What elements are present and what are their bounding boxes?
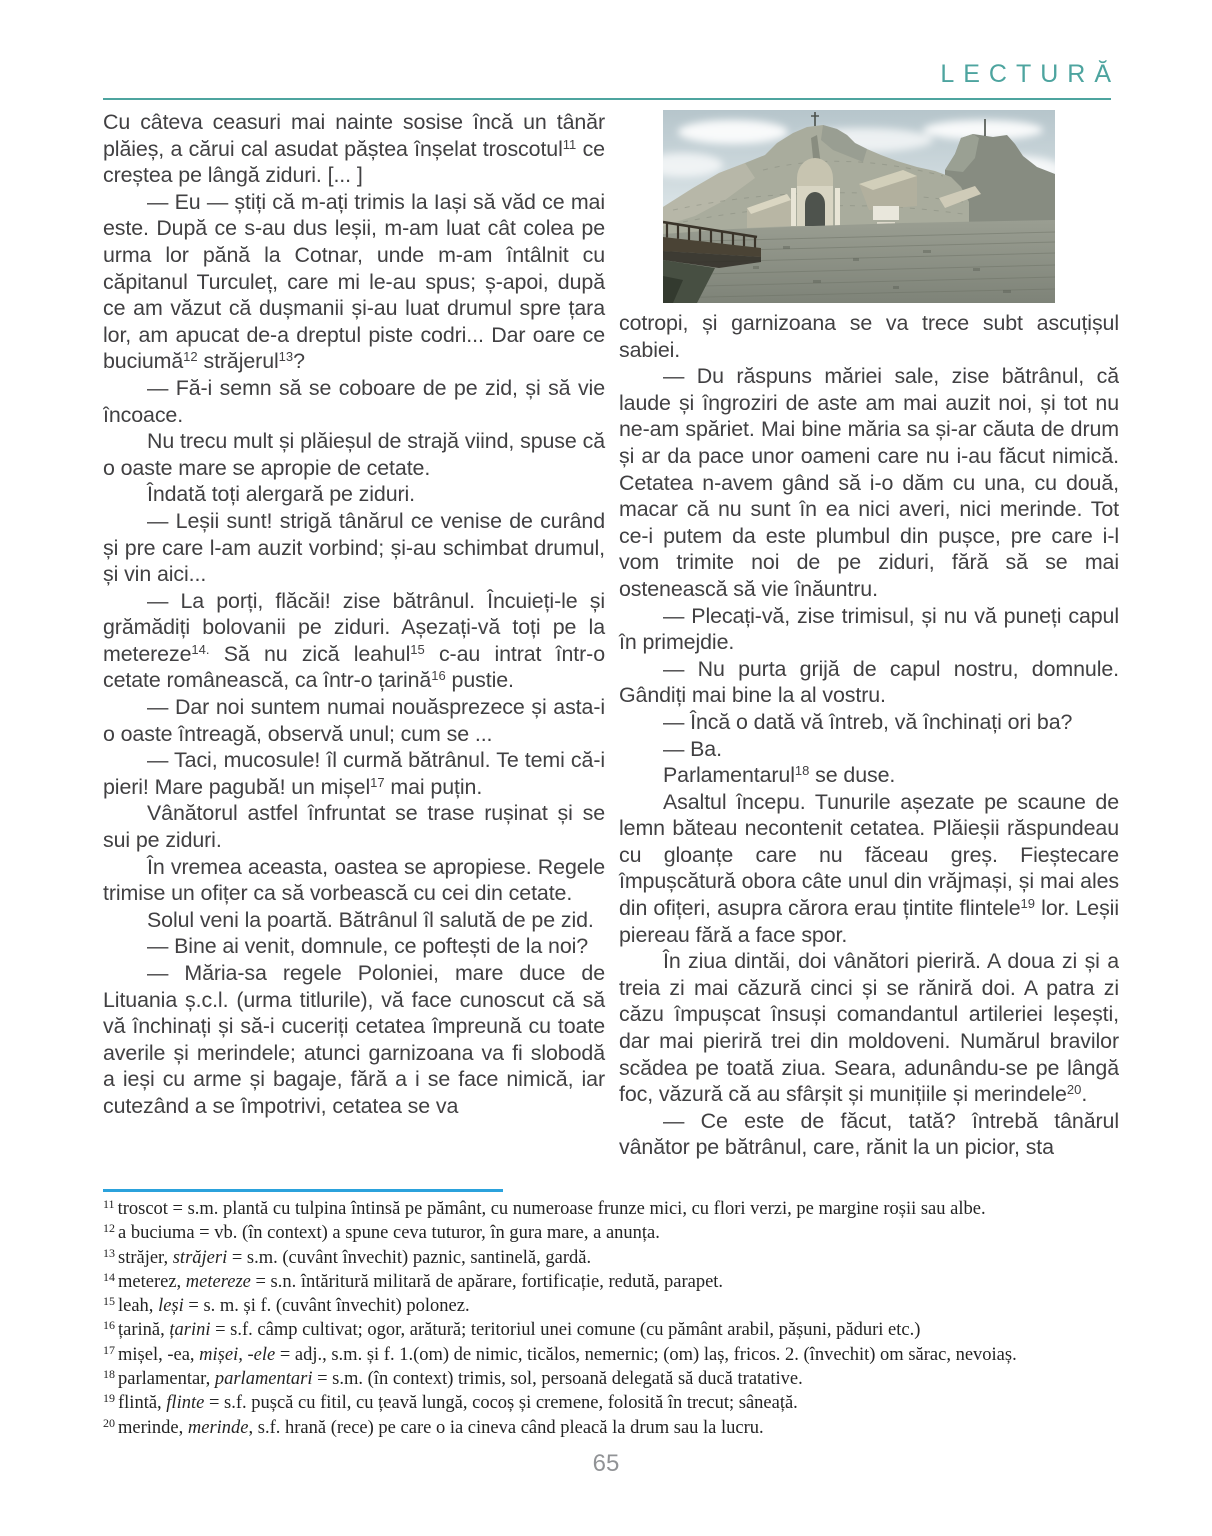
paragraph: — Fă-i semn să se coboare de pe zid, și să vie încoace. (103, 375, 605, 427)
paragraph: — Dar noi suntem numai nouăsprezece și asta-i o oaste întreagă, observă unul; cum se ... (103, 695, 605, 746)
section-label: LECTURĂ (940, 60, 1120, 88)
fortress-photo-illustration (663, 110, 1055, 303)
header-rule (103, 98, 1111, 100)
right-text-column (619, 109, 1119, 1188)
footnote: $^{11}$ troscot = s.m. plantă cu tulpina întinsă pe pământ, cu numeroase frunze mici, cu flori verzi, pe margine roșii sau albe. (103, 1197, 986, 1219)
footnote: $^{13}$ străjer, străjeri = s.m. (cuvânt învechit) paznic, santinelă, gardă. (103, 1245, 592, 1268)
footnote: $^{17}$ mișel, -ea, mișei, -ele = adj., s.m. și f. 1.(om) de nimic, ticălos, nemernic; (om) laș, fricos. 2. (învechit) om sărac, nevoiaș. (103, 1342, 1017, 1365)
paragraph: — Du răspuns măriei sale, zise bătrânul, că laude și îngroziri de aste am mai auzit noi, și tot nu ne-am spăriet. Mai bine măria sa și-ar căuta de drum și ar da pace unor oameni care nu i-au făcut nimică. Cetatea n-avem gând să i-o dăm cu una, cu două, macar că nu sunt în ea nici averi, nici merinde. Tot ce-i putem da este plumbul din pușce, pre care i-l vom trimite noi de pe ziduri, fără să se mai ostenească să vie înăuntru. (619, 364, 1119, 601)
paragraph: Parlamentarul$^{18}$ se duse. (663, 763, 896, 788)
paragraph: — Plecați-vă, zise trimisul, și nu vă puneți capul în primejdie. (619, 603, 1119, 655)
paragraph: Vânătorul astfel înfruntat se trase rușinat și se sui pe ziduri. (103, 801, 605, 853)
reading-content (103, 109, 1119, 1188)
paragraph: — Bine ai venit, domnule, ce poftești de la noi? (147, 934, 589, 959)
paragraph: Nu trecu mult și plăieșul de strajă viind, spuse că o oaste mare se apropie de cetate. (103, 429, 605, 480)
footnote: $^{16}$ țarină, țarini = s.f. câmp cultivat; ogor, arătură; teritoriul unei comune (cu pământ arabil, pășuni, păduri etc.) (103, 1318, 921, 1341)
page-number: 65 (592, 1450, 620, 1477)
paragraph: — Încă o dată vă întreb, vă închinați ori ba? (663, 709, 1073, 734)
footnote: $^{20}$ merinde, merinde, s.f. hrană (rece) pe care o ia cineva când pleacă la drum sau la lucru. (103, 1415, 764, 1438)
footnote: $^{18}$ parlamentar, parlamentari = s.m. (în context) trimis, sol, persoană delegată să ducă tratative. (103, 1367, 803, 1390)
paragraph: — Ce este de făcut, tată? întrebă tânărul vânător pe bătrânul, care, rănit la un picior, sta (619, 1108, 1119, 1160)
footnote: $^{15}$ leah, leși = s. m. și f. (cuvânt învechit) polonez. (103, 1294, 470, 1317)
paragraph: — Taci, mucosule! îl curmă bătrânul. Te temi că-i pieri! Mare pagubă! un mișel$^{17}$ mai puțin. (103, 748, 605, 799)
left-text-column (103, 109, 605, 1188)
paragraph: Asaltul începu. Tunurile așezate pe scaune de lemn băteau necontenit cetatea. Plăieșii răspundeau cu gloanțe care nu făceau greș. Fieștecare împușcătură obora câte unul din vrăjmași, și mai ales din ofițeri, asupra cărora erau țintite flintele$^{19}$ lor. Leșii piereau fără a face spor. (619, 789, 1119, 947)
paragraph: — Eu — știți că m-ați trimis la Iași să văd ce mai este. După ce s-au dus leșii, m-am luat cât colea pe urma lor pănă la Cotnar, unde m-am întâlnit cu căpitanul Turculeț, care mi le-au spus; ș-apoi, după ce am văzut că dușmanii și-au luat drumul spre țara lor, am apucat de-a dreptul piste codri... Dar oare ce buciumă$^{12}$ străjerul$^{13}$? (103, 189, 605, 374)
footnote: $^{12}$ a buciuma = vb. (în context) a spune ceva tuturor, în gura mare, a anunța. (103, 1221, 660, 1244)
footnote: $^{14}$ meterez, metereze = s.n. întăritură militară de apărare, fortificație, redută, parapet. (103, 1269, 724, 1292)
paragraph: În ziua dintăi, doi vânători pieriră. A doua zi și a treia zi mai căzură cinci și se răniră doi. A patra zi căzu împușcat însuși comandantul artileriei leșești, dar mai pieriră trei din moldoveni. Numărul bravilor scădea pe toată ziua. Seara, adunându-se pe lângă foc, văzură că au sfârșit și munițiile și merindele$^{20}$. (619, 949, 1119, 1107)
footnote: $^{19}$ flintă, flinte = s.f. pușcă cu fitil, cu țeavă lungă, cocoș și cremene, folosită în trecut; sâneață. (103, 1391, 798, 1414)
paragraph: — Leșii sunt! strigă tânărul ce venise de curând și pre care l-am auzit vorbind; și-au schimbat drumul, și vin aici... (103, 508, 605, 587)
paragraph: — Nu purta grijă de capul nostru, domnule. Gândiți mai bine la al vostru. (619, 656, 1119, 708)
paragraph: În vremea aceasta, oastea se apropiese. Regele trimise un ofițer ca să vorbească cu cei din cetate. (103, 854, 605, 906)
paragraph: — La porți, flăcăi! zise bătrânul. Încuieți-le și grămădiți bolovanii pe ziduri. Așezați-vă toți pe la metereze$^{14.}$ Să nu zică leahul$^{15}$ c-au intrat într-o cetate românească, ca într-o țarină$^{16}$ pustie. (103, 588, 605, 693)
paragraph: Cu câteva ceasuri mai nainte sosise încă un tânăr plăieș, a cărui cal asudat păștea înșelat troscotul$^{11}$ ce creștea pe lângă ziduri. [... ] (103, 110, 605, 188)
section-header (103, 60, 1120, 89)
fortress-photo (663, 110, 1055, 303)
paragraph: — Ba. (663, 736, 722, 761)
footnotes (103, 1197, 1133, 1440)
paragraph: Solul veni la poartă. Bătrânul îl salută de pe zid. (147, 907, 594, 932)
paragraph: — Măria-sa regele Poloniei, mare duce de Lituania ș.c.l. (urma titlurile), vă face cunoscut că să vă închinați și să-i cuceriți cetatea împreună cu toate averile și merindele; atunci garnizoana va fi slobodă a ieși cu arme și bagaje, fără a i se face nimică, iar cutezând a se împotrivi, cetatea se va (103, 961, 605, 1118)
paragraph: Îndată toți alergară pe ziduri. (147, 482, 416, 507)
paragraph: cotropi, și garnizoana se va trece subt ascuțișul sabiei. (619, 311, 1119, 362)
footnote-rule (103, 1189, 503, 1192)
